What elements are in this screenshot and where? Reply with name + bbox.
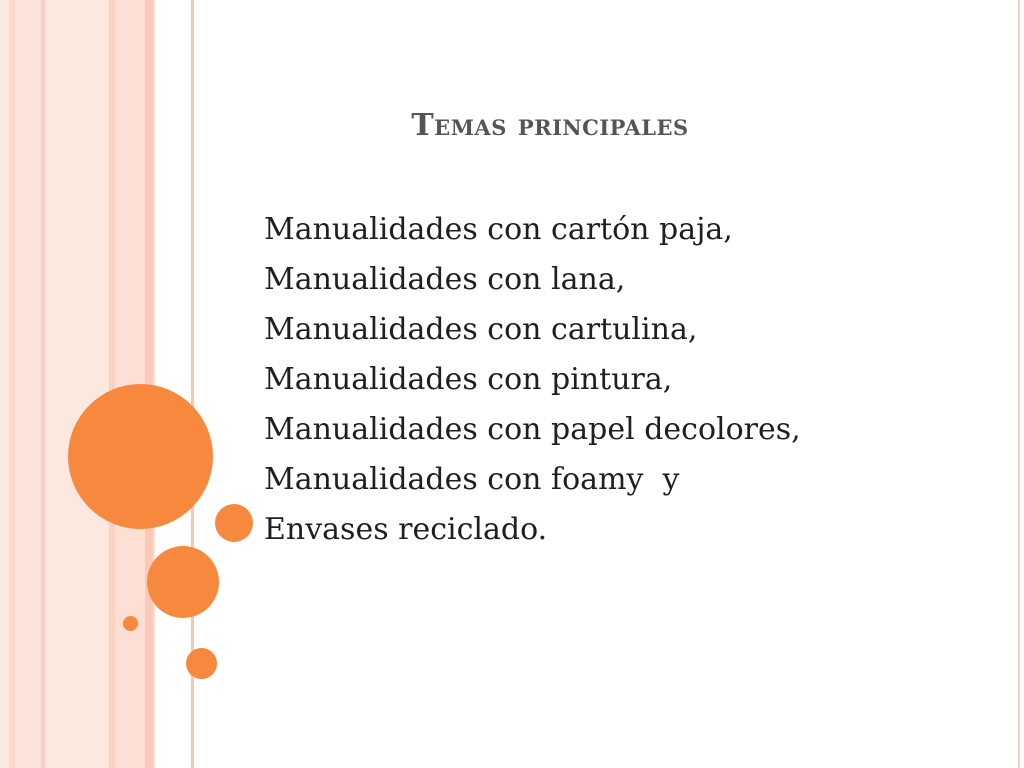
decorative-circle-tiny [123,616,138,631]
list-item: Manualidades con cartulina, [264,312,698,347]
list-item: Manualidades con cartón paja, [264,212,733,247]
list-item: Envases reciclado. [264,512,548,547]
list-item: Manualidades con foamy y [264,462,680,497]
decorative-stripe [15,0,41,768]
list-item: Manualidades con pintura, [264,362,673,397]
decorative-stripe [153,0,155,768]
slide-title: Temas principales [411,108,689,143]
list-item: Manualidades con lana, [264,262,626,297]
decorative-circle-small [215,504,253,542]
decorative-circle-small [186,648,217,679]
decorative-stripe [45,0,109,768]
decorative-stripe [0,0,9,768]
decorative-vertical-line [1018,0,1020,768]
decorative-circle-large [68,384,213,529]
list-item: Manualidades con papel decolores, [264,412,801,447]
topic-list [264,205,801,555]
decorative-circle-medium [147,546,219,618]
